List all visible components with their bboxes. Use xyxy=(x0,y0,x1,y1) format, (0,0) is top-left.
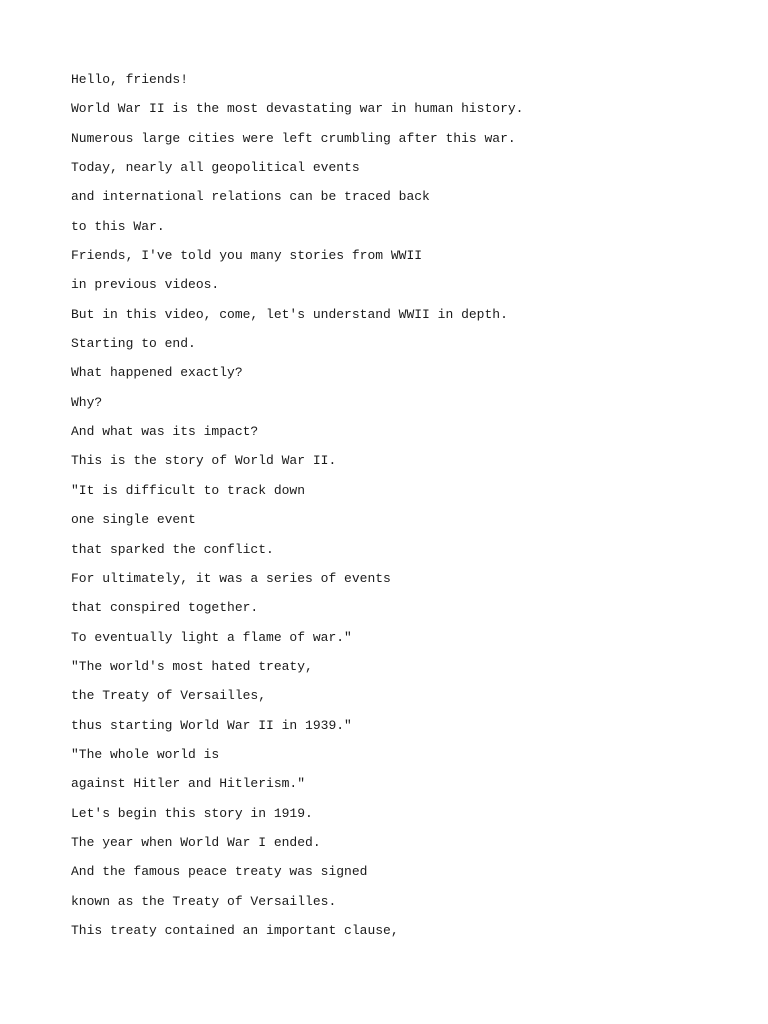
text-line: one single event xyxy=(71,512,196,528)
text-line: The year when World War I ended. xyxy=(71,834,321,850)
text-line: Numerous large cities were left crumbling after this war. xyxy=(71,130,516,146)
text-line: known as the Treaty of Versailles. xyxy=(71,893,337,909)
text-line: Starting to end. xyxy=(71,336,196,352)
text-line: to this War. xyxy=(71,218,165,234)
text-line: This is the story of World War II. xyxy=(71,453,337,469)
text-line: And the famous peace treaty was signed xyxy=(71,864,368,880)
text-line: Hello, friends! xyxy=(71,72,189,87)
text-line: in previous videos. xyxy=(71,277,220,293)
text-line: the Treaty of Versailles, xyxy=(71,688,267,704)
text-line: that sparked the conflict. xyxy=(71,541,274,557)
text-line: To eventually light a flame of war." xyxy=(71,629,352,645)
text-line: Let's begin this story in 1919. xyxy=(71,805,313,821)
text-line: against Hitler and Hitlerism." xyxy=(71,776,306,792)
text-line: But in this video, come, let's understand WWII in depth. xyxy=(71,306,508,322)
text-line: "The whole world is xyxy=(71,746,220,762)
transcript-text xyxy=(71,70,523,950)
text-line: and international relations can be traced back xyxy=(71,189,430,205)
text-line: World War II is the most devastating war in human history. xyxy=(71,101,524,117)
text-line: "The world's most hated treaty, xyxy=(71,658,313,674)
text-line: What happened exactly? xyxy=(71,365,243,381)
text-line: For ultimately, it was a series of events xyxy=(71,570,391,586)
text-line: "It is difficult to track down xyxy=(71,482,306,498)
text-line: Today, nearly all geopolitical events xyxy=(71,160,360,176)
text-line: that conspired together. xyxy=(71,600,259,616)
text-line: And what was its impact? xyxy=(71,424,259,440)
text-line: thus starting World War II in 1939." xyxy=(71,717,352,733)
text-line: Why? xyxy=(71,394,103,410)
text-line: Friends, I've told you many stories from WWII xyxy=(71,248,423,264)
text-line: This treaty contained an important clause, xyxy=(71,922,399,938)
